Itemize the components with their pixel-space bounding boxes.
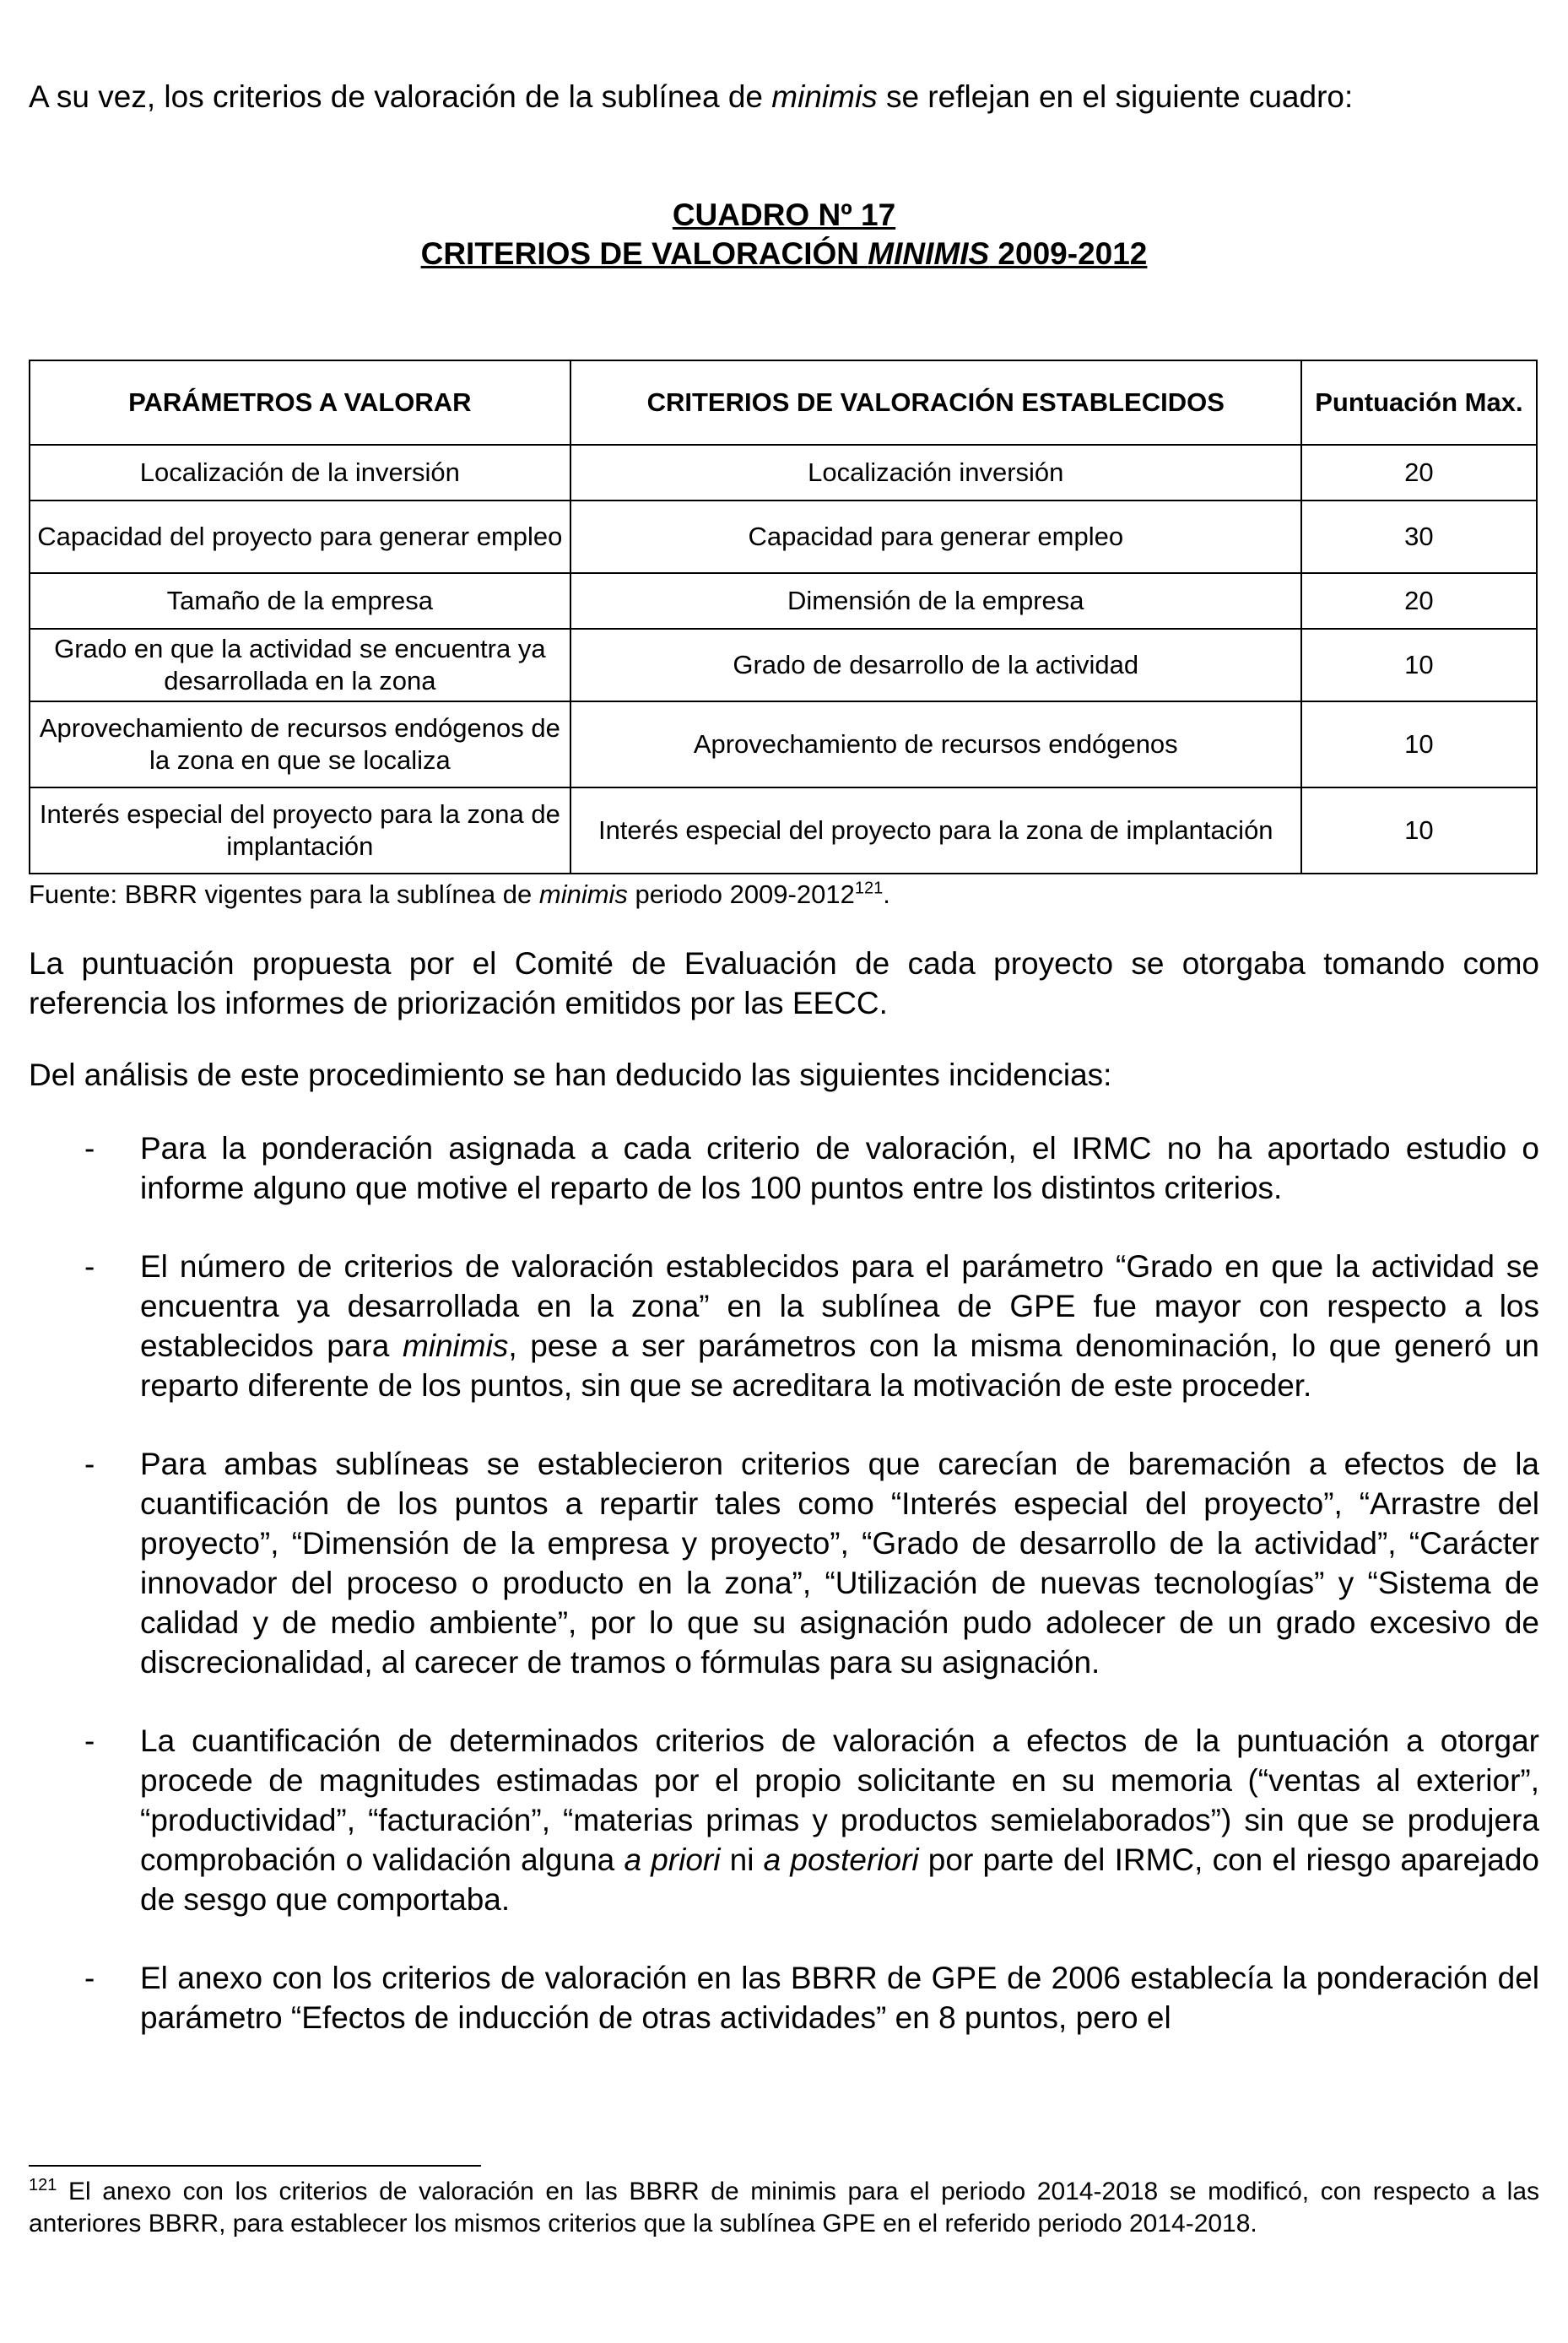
list-item: - Para ambas sublíneas se establecieron criterios que carecían de baremación a efectos de la cuantificación de los puntos a repartir tales como “Interés especial del proyecto”, “Arrastre del proyecto”, “Dimensión de la empresa y proyecto”, “Grado de desarrollo de la actividad”, “Carácter innovador del proceso o producto en la zona”, “Utilización de nuevas tecnologías” y “Sistema de calidad y de medio ambiente”, por lo que su asignación pudo adolecer de un grado excesivo de discrecionalidad, al carecer de tramos o fórmulas para su asignación. <box>84 1447 1539 1680</box>
criterio-cell: Dimensión de la empresa <box>570 573 1301 629</box>
criteria-table <box>29 360 1538 874</box>
list-item: - La cuantificación de determinados criterios de valoración a efectos de la puntuación a otorgar procede de magnitudes estimadas por el propio solicitante en su memoria (“ventas al exterior”, “productividad”, “facturación”, “materias primas y productos semielaborados”) sin que se produjera comprobación o validación alguna a priori ni a posteriori por parte del IRMC, con el riesgo aparejado de sesgo que comportaba. <box>84 1723 1540 1917</box>
footnote: $^{121}$ El anexo con los criterios de valoración en las BBRR de minimis para el periodo 2014-2018 se modificó, con respecto a las anteriores BBRR, para establecer los mismos criterios que la sublínea GPE en el referido periodo 2014-2018. <box>29 2176 1539 2237</box>
table-row <box>30 501 1537 573</box>
table-heading <box>29 196 1539 273</box>
intro-paragraph <box>29 78 1539 116</box>
list-item: - El anexo con los criterios de valoración en las BBRR de GPE de 2006 establecía la ponderación del parámetro “Efectos de inducción de otras actividades” en 8 puntos, pero el <box>84 1961 1539 2035</box>
criterio-cell: Localización inversión <box>570 445 1301 501</box>
intro-italic: minimis <box>771 79 878 114</box>
puntos-cell: 30 <box>1301 501 1537 573</box>
intro-text: A su vez, los criterios de valoración de la sublínea de <box>29 79 772 114</box>
criterio-cell: Interés especial del proyecto para la zona de implantación <box>570 787 1301 874</box>
incidencias-list <box>29 1128 1539 2037</box>
puntos-cell: 10 <box>1301 787 1537 874</box>
table-title: CRITERIOS DE VALORACIÓN MINIMIS 2009-2012 <box>420 236 1148 271</box>
paragraph-puntuacion: La puntuación propuesta por el Comité de Evaluación de cada proyecto se otorgaba tomando como referencia los informes de priorización emitidos por las EECC. <box>29 946 1539 1020</box>
puntos-cell: 20 <box>1301 573 1537 629</box>
list-item: - El número de criterios de valoración establecidos para el parámetro “Grado en que la actividad se encuentra ya desarrollada en la zona” en la sublínea de GPE fue mayor con respecto a los establecidos para minimis, pese a ser parámetros con la misma denominación, lo que generó un reparto diferente de los puntos, sin que se acreditara la motivación de este proceder. <box>84 1249 1539 1403</box>
header-parametros: PARÁMETROS A VALORAR <box>30 360 570 445</box>
table-row <box>30 701 1537 787</box>
footnote-divider <box>29 2165 481 2167</box>
param-cell: Capacidad del proyecto para generar empleo <box>30 501 570 573</box>
param-cell: Grado en que la actividad se encuentra ya desarrollada en la zona <box>30 629 570 701</box>
table-header-row <box>30 360 1537 445</box>
table-source: Fuente: BBRR vigentes para la sublínea de minimis periodo 2009-2012$^{121}$. <box>29 879 890 909</box>
header-puntuacion: Puntuación Max. <box>1301 360 1537 445</box>
puntos-cell: 20 <box>1301 445 1537 501</box>
criterio-cell: Capacidad para generar empleo <box>570 501 1301 573</box>
puntos-cell: 10 <box>1301 629 1537 701</box>
paragraph-analisis: Del análisis de este procedimiento se han deducido las siguientes incidencias: <box>29 1058 1112 1092</box>
table-number: CUADRO Nº 17 <box>672 198 896 232</box>
header-criterios: CRITERIOS DE VALORACIÓN ESTABLECIDOS <box>570 360 1301 445</box>
param-cell: Localización de la inversión <box>30 445 570 501</box>
table-row <box>30 629 1537 701</box>
table-row <box>30 787 1537 874</box>
footnote-ref: 121 <box>854 879 884 898</box>
footnote-number: 121 <box>29 2176 57 2194</box>
document-page <box>29 78 1539 2076</box>
criterio-cell: Grado de desarrollo de la actividad <box>570 629 1301 701</box>
param-cell: Interés especial del proyecto para la zona de implantación <box>30 787 570 874</box>
table-row <box>30 573 1537 629</box>
criterio-cell: Aprovechamiento de recursos endógenos <box>570 701 1301 787</box>
puntos-cell: 10 <box>1301 701 1537 787</box>
table-row <box>30 445 1537 501</box>
param-cell: Tamaño de la empresa <box>30 573 570 629</box>
intro-text-end: se reflejan en el siguiente cuadro: <box>877 79 1354 114</box>
param-cell: Aprovechamiento de recursos endógenos de la zona en que se localiza <box>30 701 570 787</box>
list-item: - Para la ponderación asignada a cada criterio de valoración, el IRMC no ha aportado estudio o informe alguno que motive el reparto de los 100 puntos entre los distintos criterios. <box>84 1131 1539 1205</box>
